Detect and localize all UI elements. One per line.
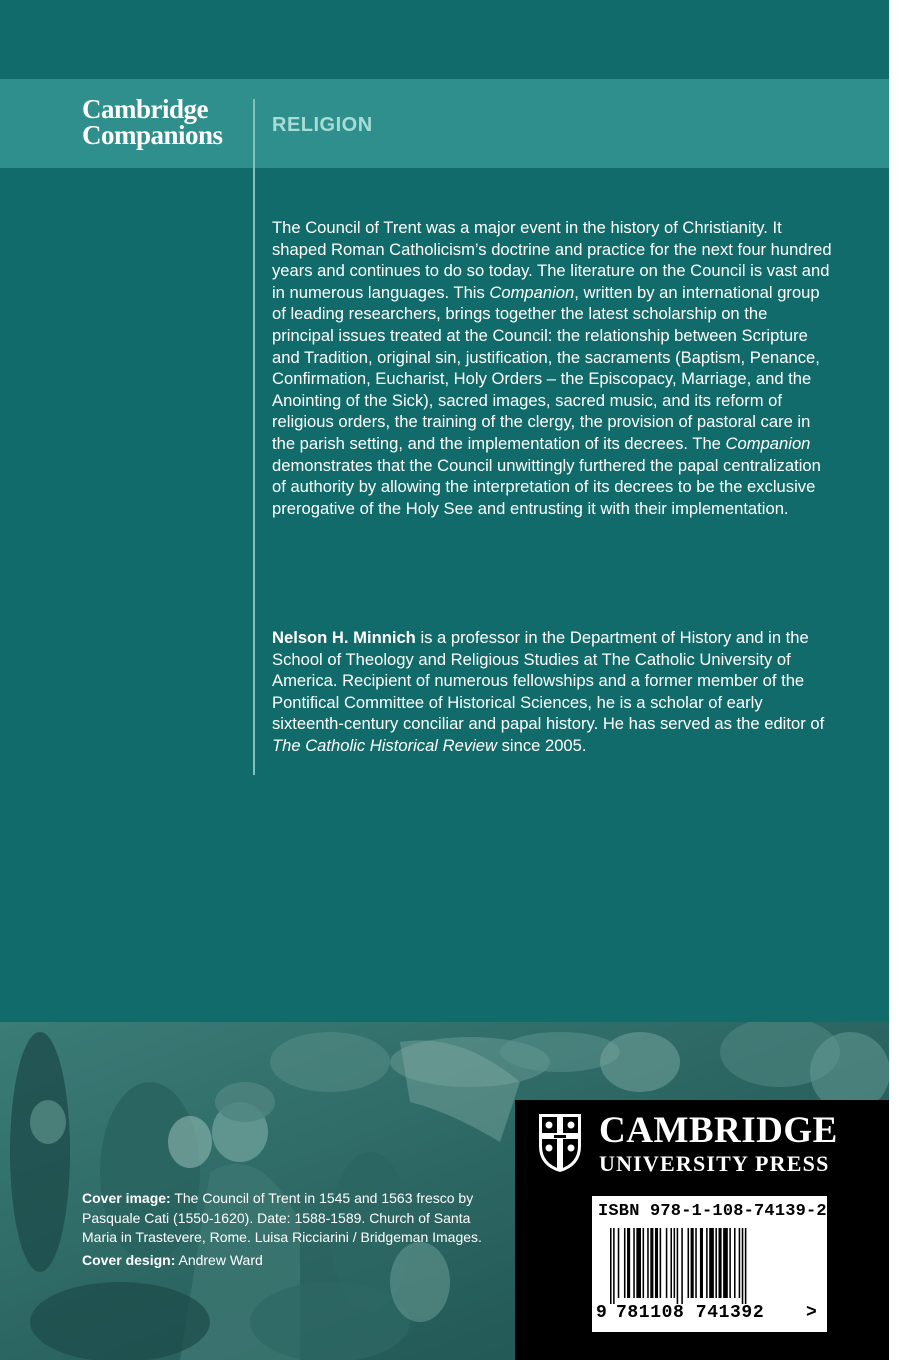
cover-image-text: The Council of Trent in 1545 and 1563 fresco by Pasquale Cati (1550-1620). Date: 1588-1589. Church of Santa Maria in Trastevere, Rome. Luisa Ricciarini / Bridgeman Images. [82, 1190, 482, 1245]
bio-text: since 2005. [497, 735, 587, 755]
journal-title: The Catholic Historical Review [272, 735, 498, 755]
publisher-name-line1: CAMBRIDGE [599, 1110, 838, 1151]
barcode-bar [670, 1228, 672, 1298]
series-logo [82, 96, 223, 148]
barcode-bar [666, 1228, 668, 1298]
barcode-bar [739, 1228, 741, 1298]
barcode-arrow: > [806, 1303, 817, 1323]
vertical-divider [253, 99, 255, 775]
barcode-bar [627, 1228, 630, 1298]
barcode-bar [729, 1228, 731, 1298]
barcode-bar [613, 1228, 615, 1304]
barcode-bar [695, 1228, 697, 1298]
publisher-name [599, 1112, 838, 1176]
barcode-bar [647, 1228, 649, 1298]
barcode-bar [618, 1228, 620, 1298]
university-crest-icon [537, 1112, 583, 1174]
barcode-bar [624, 1228, 626, 1298]
barcode-bar [734, 1228, 736, 1298]
barcode-first-digit: 9 [596, 1303, 607, 1323]
blurb-italic: Companion [489, 282, 575, 302]
barcode-bar [719, 1228, 722, 1298]
barcode-bar [700, 1228, 703, 1298]
barcode-bar [742, 1228, 744, 1304]
author-name: Nelson H. Minnich [272, 628, 416, 647]
cover-image-credit [82, 1189, 502, 1248]
barcode-bar [643, 1228, 645, 1298]
publisher-name-line2: UNIVERSITY PRESS [599, 1151, 830, 1176]
barcode-bar [610, 1228, 612, 1304]
bio-paragraph [272, 627, 832, 757]
cover-design-label: Cover design: [82, 1251, 176, 1268]
series-logo-line1: Cambridge [82, 94, 208, 124]
book-blurb [272, 217, 832, 519]
barcode-bar [650, 1228, 653, 1298]
barcode-bar [660, 1228, 662, 1298]
subject-label: RELIGION [272, 114, 373, 136]
cover-image-label: Cover image: [82, 1190, 171, 1206]
barcode-bar [723, 1228, 728, 1298]
barcode-bar [715, 1228, 717, 1298]
blurb-italic: Companion [725, 433, 811, 453]
barcode-bar [655, 1228, 658, 1298]
isbn-label: ISBN 978-1-108-74139-2 [598, 1202, 827, 1221]
barcode-bar [745, 1228, 747, 1304]
barcode-digits: 781108 741392 [616, 1303, 765, 1323]
cover-credits [82, 1189, 502, 1270]
blurb-text: demonstrates that the Council unwittingly furthered the papal centralization of authority by allowing the interpretation of its decrees to be the exclusive prerogative of the Holy See and entrusting it with their implementation. [272, 455, 821, 518]
blurb-paragraph [272, 217, 832, 519]
barcode-bars [592, 1228, 827, 1304]
author-bio [272, 627, 832, 757]
barcode-bar [691, 1228, 694, 1298]
page-margin [889, 0, 907, 1360]
bio-text: is a professor in the Department of History and in the School of Theology and Religious Studies at The Catholic University of America. Recipient of numerous fellowships and a former member of the Pontifical Committee of Historical Sciences, he is a scholar of early sixteenth-century conciliar and papal history. He has served as the editor of [272, 628, 825, 734]
blurb-text: The Council of Trent was a major event in the history of Christianity. It shaped Roman Catholicism’s doctrine and practice for the next four hundred years and continues to do so today. The literature on the Council is vast and in numerous languages. This [272, 218, 832, 302]
barcode-bar [688, 1228, 690, 1298]
series-logo-line2: Companions [82, 120, 223, 150]
blurb-text: , written by an international group of leading researchers, brings together the latest scholarship on the principal issues treated at the Council: the relationship between Scripture and Tradition, original sin, justification, the sacraments (Baptism, Penance, Confirmation, Eucharist, Holy Orders – the Episcopacy, Marriage, and the Anointing of the Sick), sacred images, sacred music, and its reform of religious orders, the training of the clergy, the provision of pastoral care in the parish setting, and the implementation of its decrees. The [272, 282, 820, 453]
barcode-bar [636, 1228, 641, 1298]
cover-design-credit [82, 1251, 502, 1271]
barcode-bar [677, 1228, 679, 1304]
cover-design-text: Andrew Ward [175, 1251, 263, 1268]
isbn-barcode [592, 1196, 827, 1332]
barcode-bar [681, 1228, 683, 1304]
barcode-bar [709, 1228, 714, 1298]
barcode-bar [633, 1228, 635, 1298]
barcode-bar [706, 1228, 708, 1298]
barcode-bar [674, 1228, 676, 1298]
